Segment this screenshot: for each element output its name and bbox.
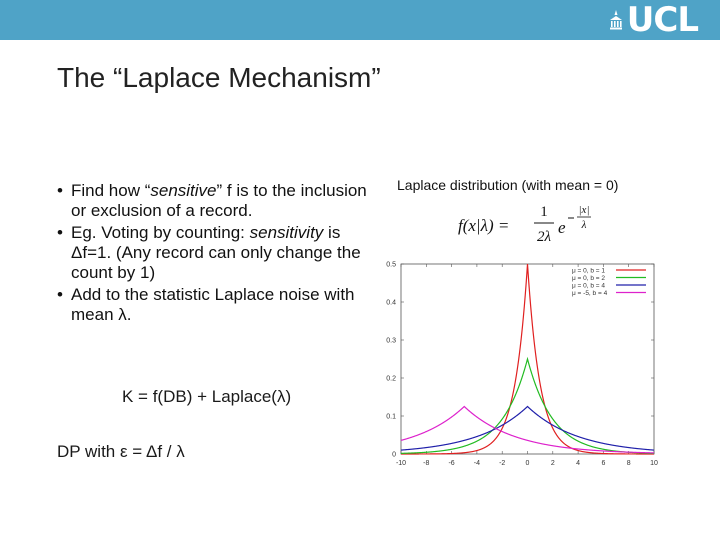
slide-title: The “Laplace Mechanism”: [57, 62, 381, 93]
laplace-density-chart: [376, 258, 672, 472]
legend-label: μ = 0, b = 4: [572, 282, 606, 290]
laplace-equation: [458, 201, 608, 249]
exponent-numerator: |x|: [578, 204, 590, 216]
header-bar: [0, 0, 720, 40]
x-tick-label: -10: [395, 460, 407, 467]
x-tick-label: 0: [525, 460, 530, 467]
equation-lhs: f(x|λ) =: [458, 216, 510, 235]
dp-epsilon-formula: DP with ε = Δf / λ: [57, 442, 185, 461]
equation-numerator: 1: [540, 204, 548, 220]
series-line: [401, 407, 654, 451]
y-tick-label: 0.5: [386, 261, 396, 269]
legend-label: μ = 0, b = 1: [572, 267, 606, 275]
logo-text: UCL: [626, 0, 698, 40]
legend-label: μ = -5, b = 4: [572, 289, 608, 297]
x-tick-label: 6: [601, 460, 606, 467]
legend-label: μ = 0, b = 2: [572, 274, 606, 282]
chart-title: Laplace distribution (with mean = 0): [397, 177, 619, 193]
x-tick-label: -8: [423, 460, 430, 467]
x-tick-label: -4: [473, 460, 481, 467]
x-tick-label: 2: [550, 460, 555, 467]
laplace-noise-formula: K = f(DB) + Laplace(λ): [122, 387, 292, 406]
y-tick-label: 0.3: [386, 337, 396, 345]
equation-denominator: 2λ: [537, 229, 551, 245]
equation-base: e: [558, 218, 566, 237]
y-tick-label: 0.4: [386, 299, 396, 307]
bullet-item: • Add to the statistic Laplace noise with mean λ.: [57, 285, 367, 325]
ucl-logo: [609, 2, 698, 38]
y-tick-label: 0.2: [386, 375, 396, 383]
y-tick-label: 0.1: [386, 413, 396, 421]
x-tick-label: 10: [650, 460, 658, 467]
x-tick-label: 8: [626, 460, 631, 467]
bullet-item: • Find how “sensitive” f is to the inclusion or exclusion of a record.: [57, 181, 367, 221]
portico-icon: [609, 10, 623, 30]
x-tick-label: -6: [448, 460, 455, 467]
y-tick-label: 0: [392, 451, 396, 459]
bullet-item: • Eg. Voting by counting: sensitivity is Δf=1. (Any record can only change the count by 1): [57, 223, 367, 283]
x-tick-label: 4: [576, 460, 581, 467]
bullet-list: [57, 181, 367, 327]
x-tick-label: -2: [499, 460, 506, 467]
exponent-denominator: λ: [581, 219, 587, 231]
